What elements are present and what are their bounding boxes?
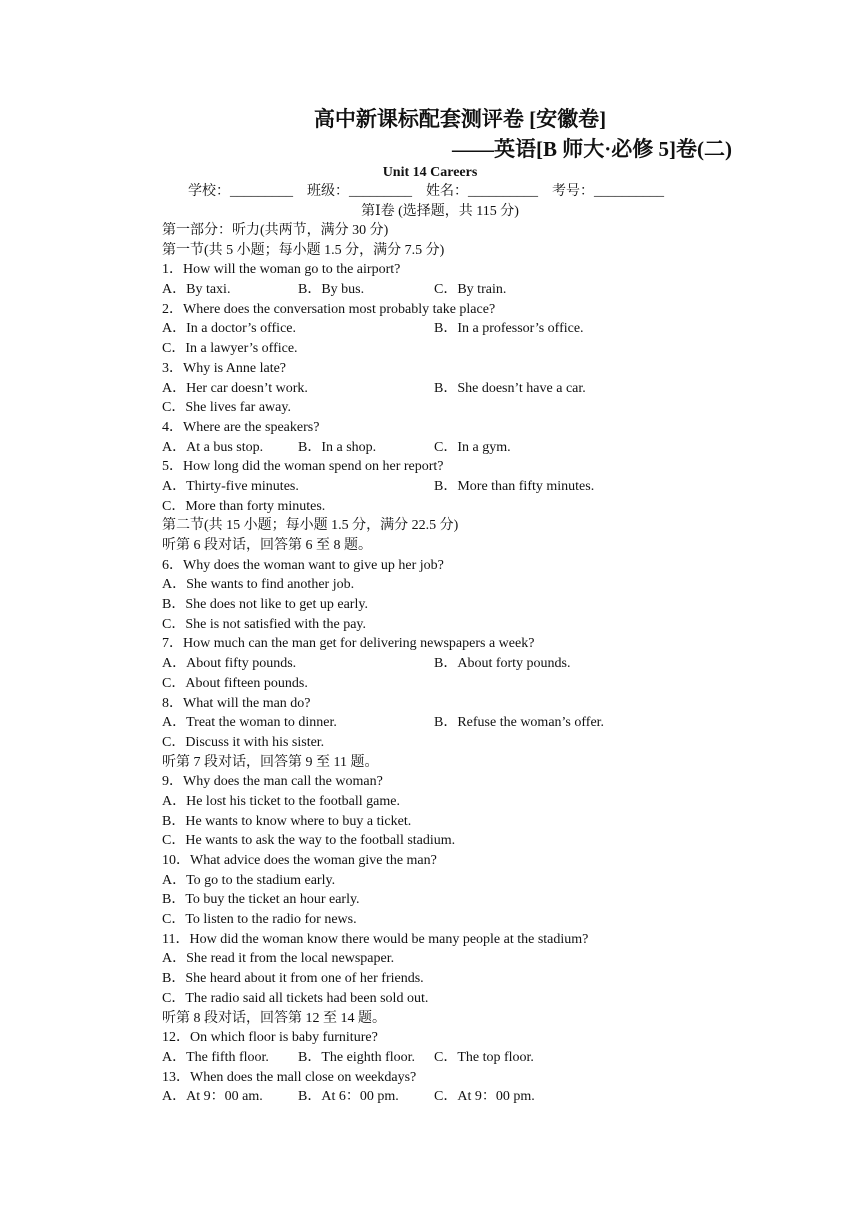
option-b: B．Refuse the woman’s offer.	[434, 715, 605, 731]
line-text: C．About fifteen pounds.	[162, 675, 308, 691]
text-line	[162, 457, 802, 477]
option-a: A．About fifty pounds.	[162, 656, 297, 672]
line-text: 1．How will the woman go to the airport?	[162, 262, 401, 278]
text-line	[162, 359, 802, 379]
text-line	[162, 792, 802, 812]
heading-text: 第一部分：听力(共两节，满分 30 分)	[162, 223, 389, 238]
text-line	[162, 871, 802, 891]
options-line	[162, 1048, 802, 1068]
section-heading	[162, 516, 802, 536]
text-line	[162, 949, 802, 969]
line-text: B．To buy the ticket an hour early.	[162, 892, 360, 908]
line-text: C．She is not satisfied with the pay.	[162, 616, 367, 632]
line-text: A．She read it from the local newspaper.	[162, 951, 395, 967]
text-line	[162, 989, 802, 1009]
option-b: B．By bus.	[298, 282, 365, 298]
option-a: A．Her car doesn’t work.	[162, 380, 308, 396]
text-line	[162, 1068, 802, 1088]
option-b: B．In a professor’s office.	[434, 321, 584, 337]
line-text: C．To listen to the radio for news.	[162, 912, 357, 928]
option-b: B．At 6：00 pm.	[298, 1089, 399, 1105]
heading-text: 第二节(共 15 小题；每小题 1.5 分，满分 22.5 分)	[162, 518, 459, 534]
text-line	[162, 260, 802, 280]
text-line	[162, 910, 802, 930]
section-heading	[162, 241, 802, 261]
text-line	[162, 418, 802, 438]
options-line	[162, 477, 802, 497]
heading-text: 听第 6 段对话，回答第 6 至 8 题。	[162, 538, 372, 553]
line-text: A．She wants to find another job.	[162, 577, 355, 593]
option-b: B．More than fifty minutes.	[434, 478, 595, 494]
text-line	[162, 497, 802, 517]
option-c: C．By train.	[434, 282, 507, 298]
line-text: 13．When does the mall close on weekdays?	[162, 1069, 417, 1085]
line-text: B．She heard about it from one of her friends.	[162, 971, 424, 987]
text-line	[162, 733, 802, 753]
text-line	[162, 556, 802, 576]
section-heading	[162, 753, 802, 773]
line-text: 8．What will the man do?	[162, 695, 311, 711]
option-a: A．By taxi.	[162, 282, 231, 298]
exam-title	[0, 104, 860, 134]
line-text: A．He lost his ticket to the football game.	[162, 793, 400, 809]
heading-text: 听第 7 段对话，回答第 9 至 11 题。	[162, 754, 379, 770]
line-text: 6．Why does the woman want to give up her job?	[162, 557, 444, 573]
option-b: B．The eighth floor.	[298, 1049, 416, 1065]
text-line	[162, 339, 802, 359]
option-c: C．In a gym.	[434, 439, 511, 455]
options-line	[162, 1087, 802, 1107]
option-b: B．In a shop.	[298, 439, 377, 455]
text-line	[162, 595, 802, 615]
text-line	[162, 969, 802, 989]
text-line	[162, 812, 802, 832]
option-b: B．She doesn’t have a car.	[434, 380, 586, 396]
exam-title-text: 高中新课标配套测评卷 [安徽卷]	[313, 107, 607, 131]
text-line	[162, 930, 802, 950]
option-a: A．The fifth floor.	[162, 1049, 269, 1065]
section-heading	[162, 1009, 802, 1029]
option-c: C．At 9：00 pm.	[434, 1089, 535, 1105]
text-line	[162, 615, 802, 635]
option-a: A．At 9：00 am.	[162, 1089, 263, 1105]
text-line	[162, 772, 802, 792]
options-line	[162, 713, 802, 733]
option-a: A．Thirty-five minutes.	[162, 478, 299, 494]
line-text: 7．How much can the man get for delivering newspapers a week?	[162, 636, 535, 652]
text-line	[162, 300, 802, 320]
exam-subtitle: ——英语[B 师大·必修 5]卷(二)	[452, 137, 732, 161]
options-line	[162, 654, 802, 674]
student-info-line: 学校：_________ 班级：_________ 姓名：__________ 考号：__________	[188, 184, 664, 199]
text-line	[162, 398, 802, 418]
line-text: 2．Where does the conversation most probably take place?	[162, 301, 496, 317]
line-text: B．She does not like to get up early.	[162, 597, 368, 613]
line-text: C．She lives far away.	[162, 400, 291, 416]
line-text: C．The radio said all tickets had been sold out.	[162, 990, 429, 1006]
text-line	[162, 634, 802, 654]
text-line	[162, 831, 802, 851]
option-a: A．Treat the woman to dinner.	[162, 715, 337, 731]
section-heading	[162, 221, 802, 241]
line-text: C．Discuss it with his sister.	[162, 734, 325, 750]
option-c: C．The top floor.	[434, 1049, 534, 1065]
heading-text: 第一节(共 5 小题；每小题 1.5 分，满分 7.5 分)	[162, 242, 445, 258]
line-text: B．He wants to know where to buy a ticket.	[162, 813, 412, 829]
unit-heading: Unit 14 Careers	[382, 165, 478, 180]
line-text: A．To go to the stadium early.	[162, 872, 336, 888]
text-line	[162, 694, 802, 714]
line-text: 12．On which floor is baby furniture?	[162, 1030, 378, 1046]
text-line	[162, 575, 802, 595]
options-line	[162, 438, 802, 458]
volume-heading: 第Ⅰ卷 (选择题，共 115 分)	[361, 204, 519, 219]
line-text: C．He wants to ask the way to the football stadium.	[162, 833, 456, 849]
text-line	[162, 1028, 802, 1048]
line-text: 4．Where are the speakers?	[162, 419, 320, 435]
options-line	[162, 319, 802, 339]
line-text: C．More than forty minutes.	[162, 498, 326, 514]
options-line	[162, 280, 802, 300]
option-b: B．About forty pounds.	[434, 656, 571, 672]
text-line	[162, 674, 802, 694]
heading-text: 听第 8 段对话，回答第 12 至 14 题。	[162, 1010, 386, 1026]
line-text: C．In a lawyer’s office.	[162, 341, 298, 357]
text-line	[162, 851, 802, 871]
text-line	[162, 890, 802, 910]
line-text: 11．How did the woman know there would be many people at the stadium?	[162, 931, 589, 947]
option-a: A．In a doctor’s office.	[162, 321, 296, 337]
line-text: 5．How long did the woman spend on her report?	[162, 459, 444, 475]
question-body	[162, 221, 802, 1107]
option-a: A．At a bus stop.	[162, 439, 264, 455]
line-text: 3．Why is Anne late?	[162, 360, 287, 376]
options-line	[162, 379, 802, 399]
line-text: 10．What advice does the woman give the man?	[162, 853, 437, 868]
section-heading	[162, 536, 802, 556]
line-text: 9．Why does the man call the woman?	[162, 774, 383, 790]
